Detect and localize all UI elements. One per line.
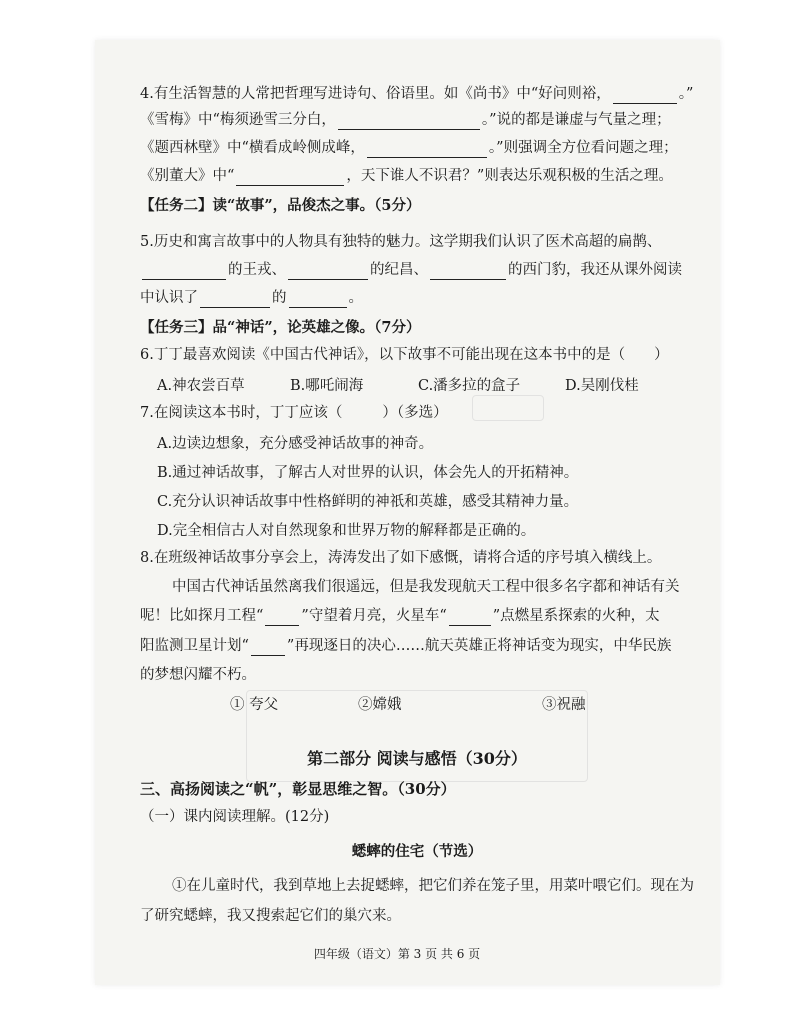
passage-title: 蟋蟀的住宅（节选） [351,843,483,860]
answer-blank[interactable] [265,609,299,626]
answer-blank[interactable] [288,263,368,280]
q7-option-b[interactable]: B.通过神话故事，了解古人对世界的认识，体会先人的开拓精神。 [157,465,579,481]
answer-blank[interactable] [142,263,226,280]
q8-choice-2: ②嫦娥 [358,697,402,713]
q8-choice-1: ① 夸父 [230,697,279,713]
q7-option-a[interactable]: A.边读边想象，充分感受神话故事的神奇。 [157,436,434,452]
answer-blank[interactable] [338,113,480,130]
q4-line-4: 《别董大》中“ ，天下谁人不识君？”则表达乐观积极的生活之理。 [140,168,673,184]
answer-blank[interactable] [449,609,491,626]
answer-blank[interactable] [344,407,380,423]
q4-line-2: 《雪梅》中“梅须逊雪三分白， 。”说的都是谦虚与气量之理； [140,112,671,128]
q7-option-c[interactable]: C.充分认识神话故事中性格鲜明的神祇和英雄，感受其精神力量。 [157,494,579,510]
answer-blank[interactable] [289,291,347,308]
page-footer: 四年级（语文）第 3 页 共 6 页 [313,947,481,961]
bleed-through-box-2 [472,395,544,421]
q8-quote-line-3: 阳监测卫星计划“ ”再现逐日的决心……航天英雄正将神话变为现实，中华民族 [140,638,672,654]
q8-choice-3: ③祝融 [542,697,586,713]
q4-line-3: 《题西林壁》中“横看成岭侧成峰， 。”则强调全方位看问题之理； [140,140,678,156]
answer-blank[interactable] [251,639,285,656]
part2-title: 第二部分 阅读与感悟（30分） [307,749,527,768]
q5-line-3: 中认识了 的 。 [140,290,363,306]
q8-quote-line-4: 的梦想闪耀不朽。 [140,667,256,683]
task2-heading: 【任务二】读“故事”，品俊杰之事。（5分） [140,197,421,214]
q8-stem: 8.在班级神话故事分享会上，涛涛发出了如下感慨，请将合适的序号填入横线上。 [140,550,662,566]
q6-option-d[interactable]: D.吴刚伐桂 [565,378,639,394]
q5-line-1: 5.历史和寓言故事中的人物具有独特的魅力。这学期我们认识了医术高超的扁鹊、 [140,234,662,250]
task3-heading: 【任务三】品“神话”，论英雄之像。（7分） [140,319,421,336]
q5-line-2: 的王戎、 的纪昌、 的西门豹，我还从课外阅读 [140,260,682,280]
answer-blank[interactable] [613,87,677,104]
q7-option-d[interactable]: D.完全相信古人对自然现象和世界万物的解释都是正确的。 [157,523,536,539]
q8-quote-line-1: 中国古代神话虽然离我们很遥远，但是我发现航天工程中很多名字都和神话有关 [172,579,680,595]
q6-option-c[interactable]: C.潘多拉的盒子 [418,378,521,394]
section3-heading: 三、高扬阅读之“帆”，彰显思维之智。（30分） [140,780,456,798]
passage-line-2: 了研究蟋蟀，我又搜索起它们的巢穴来。 [140,908,401,924]
q6-option-a[interactable]: A.神农尝百草 [157,378,245,394]
answer-blank[interactable] [200,291,270,308]
answer-blank[interactable] [236,169,344,186]
passage-line-1: ①在儿童时代，我到草地上去捉蟋蟀，把它们养在笼子里，用菜叶喂它们。现在为 [172,878,694,894]
q4-line-1: 4.有生活智慧的人常把哲理写进诗句、俗语里。如《尚书》中“好问则裕， 。” [140,86,694,102]
q6-option-b[interactable]: B.哪吒闹海 [290,378,364,394]
answer-blank[interactable] [430,263,506,280]
q8-quote-line-2: 呢！比如探月工程“ ”守望着月亮，火星车“ ”点燃星系探索的火种，太 [140,608,660,624]
q7-stem: 7.在阅读这本书时，丁丁应该（ ）（多选） [140,405,448,421]
subsection1-heading: （一）课内阅读理解。(12分) [140,809,330,825]
q6-stem: 6.丁丁最喜欢阅读《中国古代神话》，以下故事不可能出现在这本书中的是（ ） [140,347,669,363]
answer-blank[interactable] [367,141,487,158]
